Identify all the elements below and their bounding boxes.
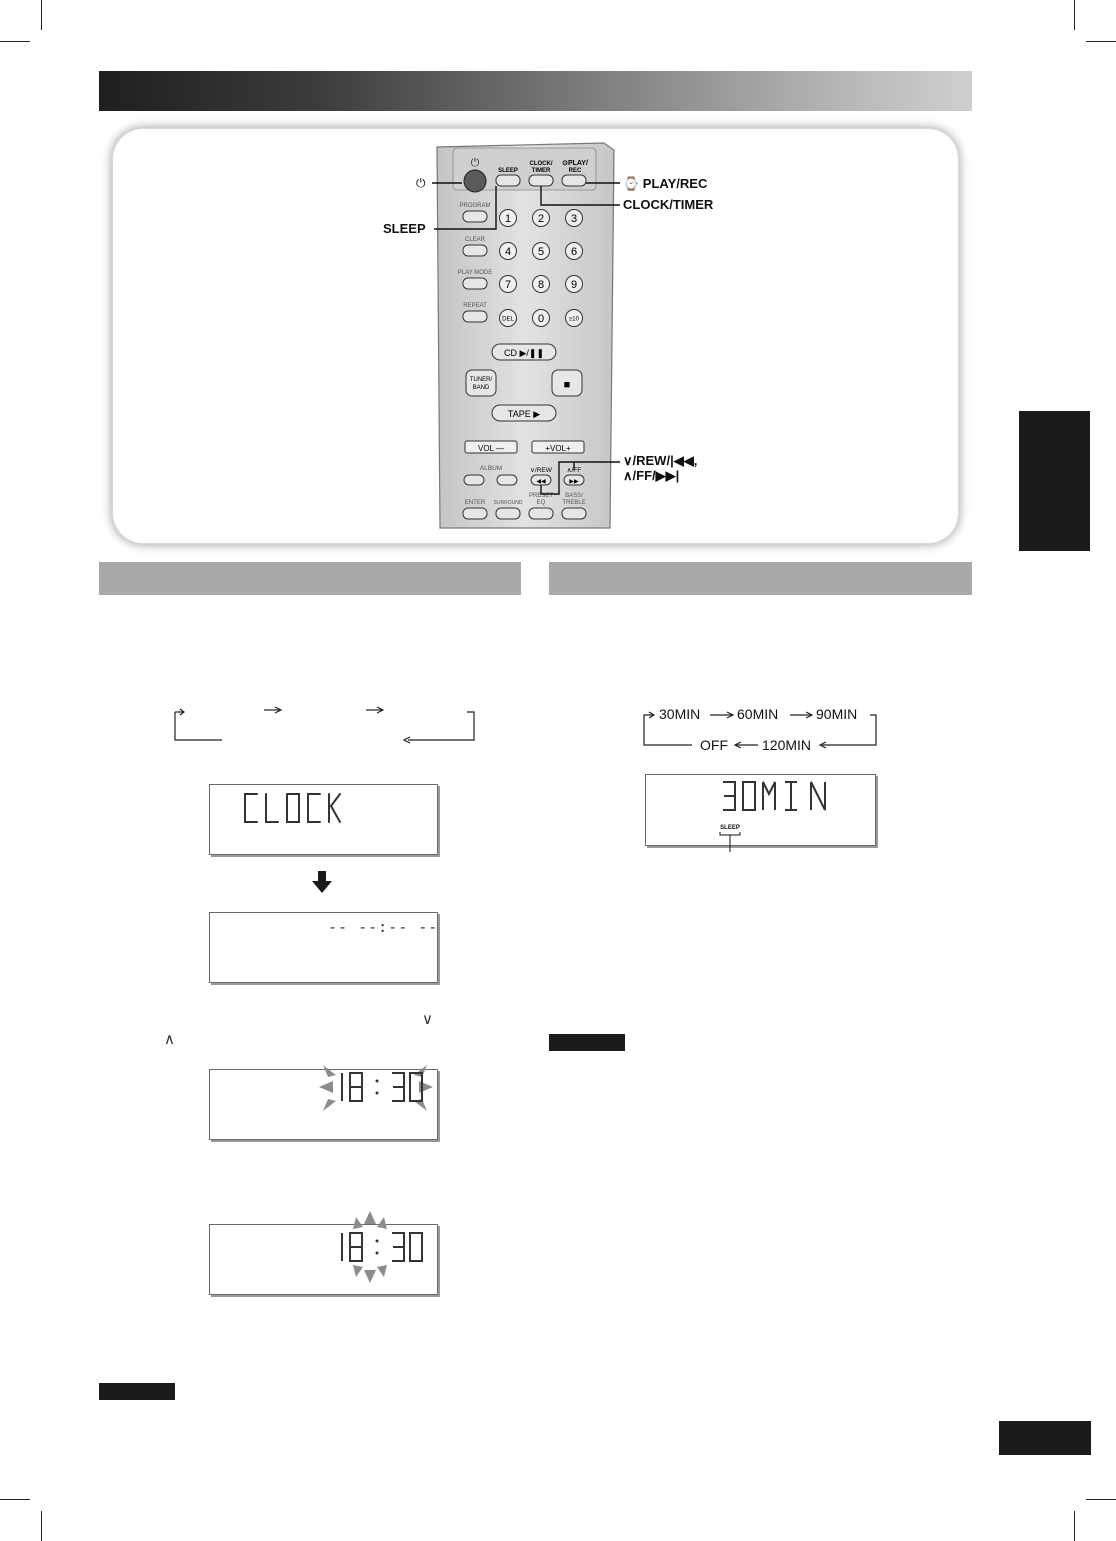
remote-tuner-label-1: TUNER/ xyxy=(469,377,493,383)
lcd-sleep-graphic xyxy=(645,774,874,854)
remote-enter-label: ENTER xyxy=(464,500,486,506)
callout-leader-lines xyxy=(0,0,1116,560)
remote-sleep-label: SLEEP xyxy=(498,168,518,174)
lcd-clock-value: CLOCK xyxy=(209,784,213,785)
remote-stop-symbol: ■ xyxy=(563,379,571,391)
sleep-section-header xyxy=(549,562,972,595)
remote-vol-up-label: +VOL+ xyxy=(545,444,571,453)
remote-clock-label-2: TIMER xyxy=(531,168,551,174)
crop-mark xyxy=(1086,1499,1116,1500)
page-number-tab xyxy=(999,1421,1091,1455)
note-tab-clock xyxy=(99,1383,175,1400)
lcd-time-setting-graphic xyxy=(209,1055,444,1145)
remote-power-symbol: ⏻ xyxy=(470,157,480,169)
remote-rew-symbol: ◀◀ xyxy=(536,479,546,485)
remote-tape-label: TAPE ▶ xyxy=(507,409,541,419)
remote-key-label: 9 xyxy=(570,279,578,291)
clock-cycle-diagram xyxy=(170,700,480,746)
lcd-text-clock xyxy=(209,784,436,853)
sleep-option-60min: 60MIN xyxy=(737,706,779,722)
remote-repeat-label: REPEAT xyxy=(463,303,487,309)
lcd-sleep-value: 30MIN xyxy=(645,774,648,775)
callout-standby: ⏻ xyxy=(416,176,426,190)
callout-sleep: SLEEP xyxy=(383,221,426,236)
remote-rew-label: ∨/REW xyxy=(530,467,552,474)
remote-key-label: 7 xyxy=(504,279,512,291)
remote-program-label: PROGRAM xyxy=(459,203,491,209)
remote-clock-label-1: CLOCK/ xyxy=(529,161,553,167)
note-tab-sleep xyxy=(549,1034,625,1051)
remote-key-label: DEL xyxy=(502,316,514,323)
down-glyph: ∨ xyxy=(422,1011,433,1028)
remote-tuner-label-2: BAND xyxy=(472,385,490,391)
remote-ff-symbol: ▶▶ xyxy=(569,479,579,485)
remote-album-label: ALBUM xyxy=(479,465,503,472)
crop-mark xyxy=(41,1511,42,1541)
side-index-tab xyxy=(1019,411,1090,551)
remote-bass-label-1: BASS/ xyxy=(565,493,583,499)
remote-key-label: 3 xyxy=(570,213,578,225)
sleep-option-120min: 120MIN xyxy=(762,737,812,753)
remote-key-label: 0 xyxy=(537,313,545,325)
arrow-down-icon xyxy=(310,870,334,894)
remote-key-label: 2 xyxy=(537,213,545,225)
up-glyph: ∧ xyxy=(164,1031,175,1048)
lcd-sleep-indicator: SLEEP xyxy=(720,825,740,831)
sleep-option-90min: 90MIN xyxy=(816,706,858,722)
remote-key-label: 4 xyxy=(504,246,512,258)
crop-mark xyxy=(0,1499,30,1500)
remote-preset-label-2: EQ xyxy=(536,500,546,506)
callout-rew: ∨/REW/|◀◀, xyxy=(623,453,698,468)
lcd-time-set-graphic xyxy=(209,1205,444,1295)
callout-play-rec: ⌚ PLAY/REC xyxy=(623,176,708,191)
sleep-option-off: OFF xyxy=(700,737,728,753)
remote-bass-label-2: TREBLE xyxy=(562,500,586,506)
crop-mark xyxy=(1074,1511,1075,1541)
clock-section-header xyxy=(99,562,521,595)
remote-playmode-label: PLAY MODE xyxy=(457,270,493,276)
remote-ff-label: ∧/FF xyxy=(566,467,582,474)
remote-key-label: 8 xyxy=(537,279,545,291)
remote-key-label: 5 xyxy=(537,246,545,258)
remote-key-label: 6 xyxy=(570,246,578,258)
lcd-time-setting-value: 18:30 xyxy=(209,1055,212,1056)
callout-clock-timer: CLOCK/TIMER xyxy=(623,197,714,212)
remote-surround-label: SURROUND xyxy=(493,500,523,506)
remote-playrec-label-1: ⊙PLAY/ xyxy=(562,160,588,167)
sleep-option-30min: 30MIN xyxy=(659,706,701,722)
remote-key-label: 1 xyxy=(504,213,512,225)
lcd-blank-time-text: -- --:-- -- xyxy=(328,918,439,936)
remote-clear-label: CLEAR xyxy=(464,237,486,243)
lcd-time-set-value: 18:30 xyxy=(209,1205,212,1206)
remote-playrec-label-2: REC xyxy=(568,168,582,174)
remote-key-label: ≥10 xyxy=(569,316,579,323)
remote-preset-label-1: PRESET xyxy=(528,493,554,499)
remote-cd-label: CD ▶/❚❚ xyxy=(503,348,545,358)
remote-vol-down-label: VOL — xyxy=(478,444,504,453)
callout-ff: ∧/FF/▶▶| xyxy=(623,468,680,483)
